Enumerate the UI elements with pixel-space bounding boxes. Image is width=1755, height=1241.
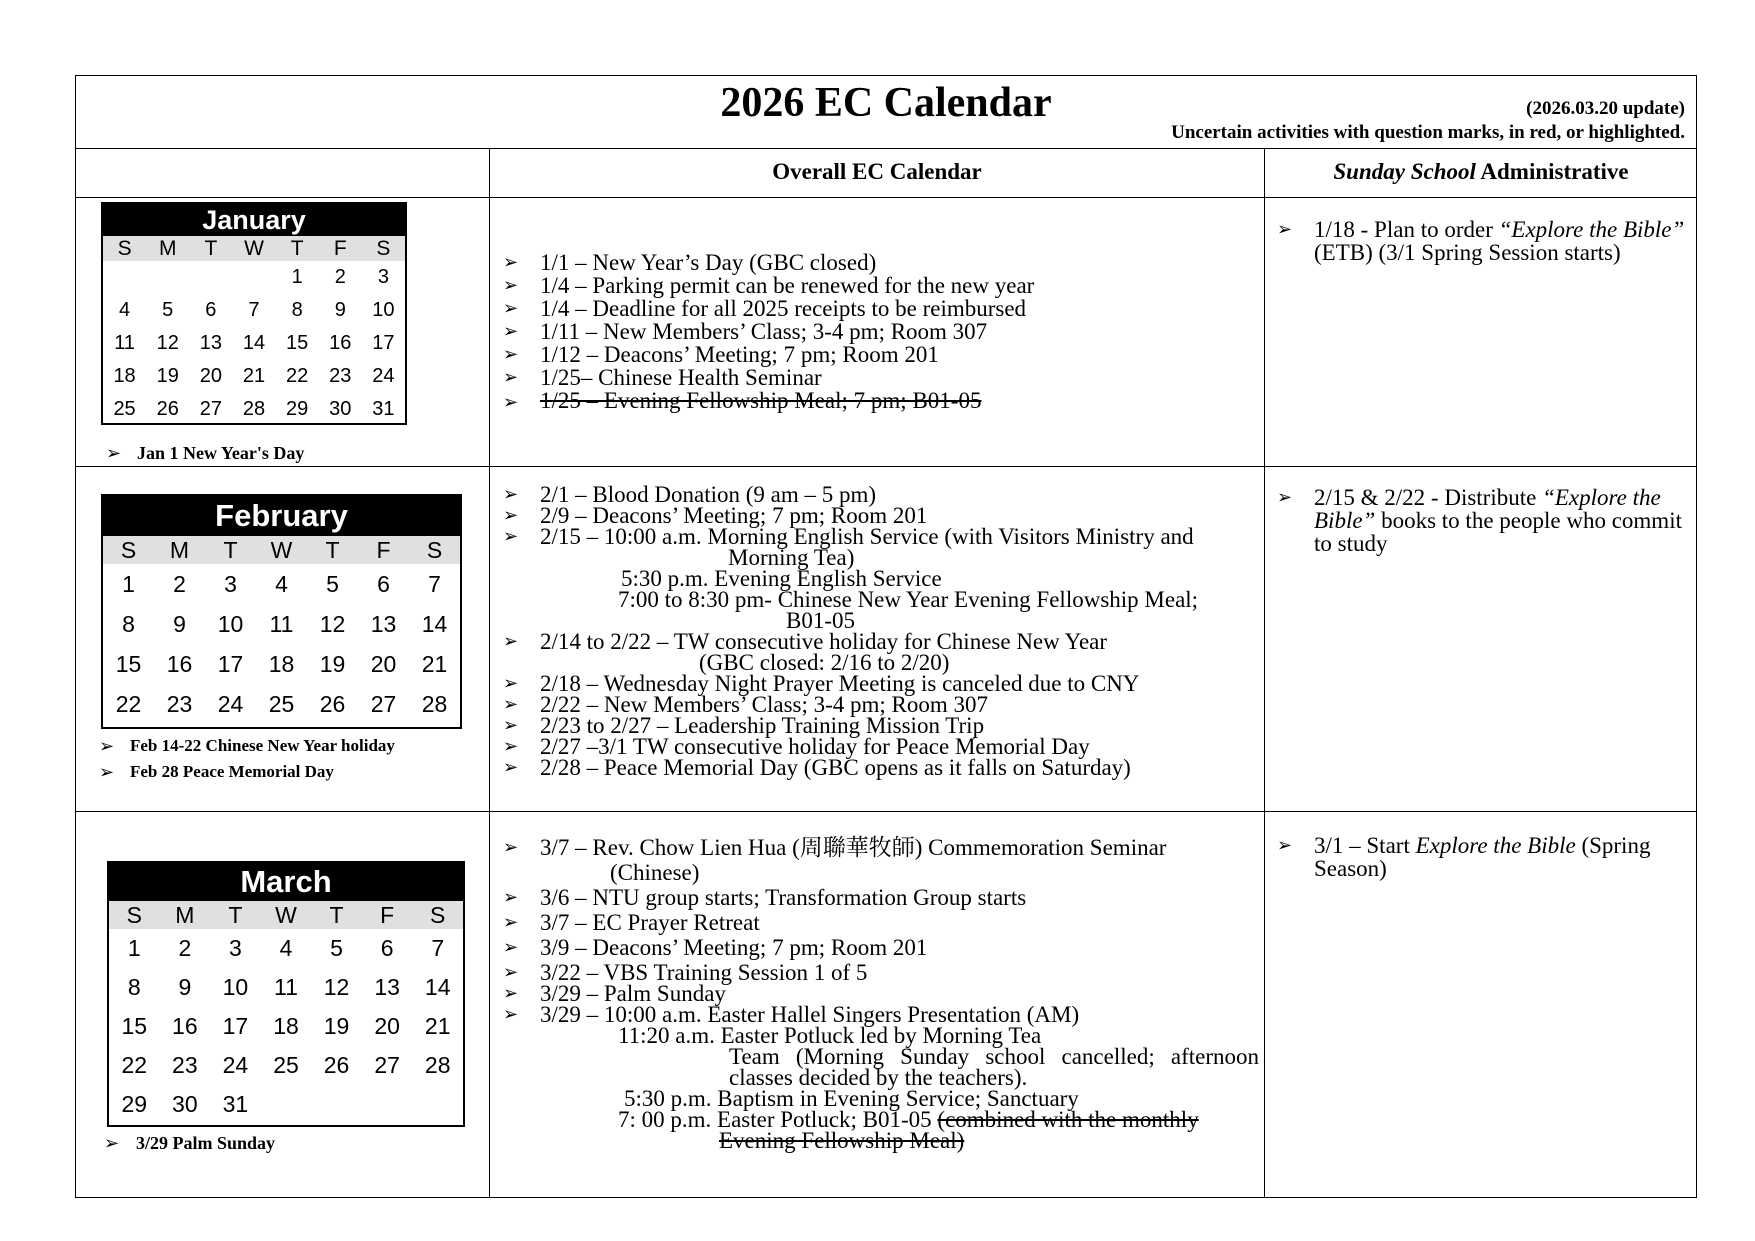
weekday-label: S (120, 536, 137, 563)
day-grid (109, 929, 463, 1124)
calendar-day: 25 (268, 690, 295, 717)
calendar-day: 26 (156, 398, 179, 420)
calendar-day: 14 (424, 974, 451, 1000)
weekday-label: F (380, 901, 395, 928)
calendar-day: 26 (319, 690, 346, 717)
col-divider (489, 148, 490, 1198)
event-item: ➢ 2/27 –3/1 TW consecutive holiday for Peace Memorial Day (503, 734, 1090, 759)
calendar-day: 9 (173, 610, 186, 637)
calendar-day: 16 (329, 332, 352, 354)
event-item: ➢ 2/18 – Wednesday Night Prayer Meeting is canceled due to CNY (503, 671, 1140, 696)
calendar-day: 19 (319, 650, 346, 677)
calendar-day: 20 (199, 365, 222, 387)
event-continuation: Morning Tea) (728, 545, 855, 570)
event-continuation: 7: 00 p.m. Easter Potluck; B01-05 (combined with the monthly (618, 1107, 1199, 1132)
calendar-day: 2 (178, 935, 192, 961)
event-item: ➢ 3/29 – 10:00 a.m. Easter Hallel Singers Presentation (AM) (503, 1002, 1080, 1027)
calendar-day: 1 (127, 935, 141, 961)
col-divider (1264, 148, 1265, 1198)
calendar-day: 25 (113, 398, 136, 420)
event-item: ➢ 1/25– Chinese Health Seminar (503, 365, 822, 390)
calendar-day: 15 (115, 650, 142, 677)
calendar-day: 11 (274, 974, 298, 1000)
event-item: ➢ 2/14 to 2/22 – TW consecutive holiday for Chinese New Year (503, 629, 1108, 654)
weekday-label: M (175, 901, 195, 928)
march-mini-calendar (107, 861, 465, 1127)
weekday-label: F (333, 236, 347, 260)
calendar-day: 16 (172, 1013, 198, 1039)
event-continuation: 5:30 p.m. Evening English Service (621, 566, 942, 591)
weekday-label: T (228, 901, 243, 928)
weekday-label: W (275, 901, 297, 928)
month-name: February (103, 496, 460, 536)
february-events (503, 484, 1198, 778)
calendar-day: 3 (377, 266, 389, 288)
calendar-day: 21 (242, 365, 266, 387)
calendar-day: 28 (242, 398, 266, 420)
calendar-day: 29 (121, 1091, 148, 1117)
calendar-day: 17 (217, 650, 244, 677)
calendar-day: 11 (269, 610, 294, 637)
calendar-day: 3 (224, 570, 237, 597)
calendar-day: 21 (424, 1013, 451, 1039)
weekday-label: T (204, 236, 218, 260)
calendar-day: 26 (323, 1052, 350, 1078)
calendar-day: 18 (273, 1013, 299, 1039)
month-name: March (109, 863, 463, 901)
calendar-day: 10 (222, 974, 249, 1000)
weekday-label: M (158, 236, 177, 260)
calendar-day: 29 (286, 398, 309, 420)
event-item: ➢ 2/28 – Peace Memorial Day (GBC opens as it falls on Saturday) (503, 755, 1131, 780)
event-item: ➢ 1/11 – New Members’ Class; 3-4 pm; Room 307 (503, 319, 988, 344)
calendar-day: 11 (114, 332, 135, 354)
february-mini-calendar (101, 494, 462, 729)
calendar-day: 6 (380, 935, 394, 961)
event-item: ➢ 3/22 – VBS Training Session 1 of 5 (503, 960, 868, 985)
calendar-day: 8 (291, 299, 303, 321)
calendar-day: 12 (323, 974, 350, 1000)
calendar-day: 12 (319, 610, 346, 637)
event-item-cancelled: ➢ 1/25 – Evening Fellowship Meal; 7 pm; B01-05 (503, 388, 982, 413)
calendar-day: 14 (421, 610, 448, 637)
calendar-day: 5 (326, 570, 339, 597)
overall-column-header: Overall EC Calendar (772, 159, 982, 184)
weekday-label: S (376, 236, 391, 260)
calendar-day: 7 (428, 570, 441, 597)
sunday-school-item: ➢ 2/15 & 2/22 - Distribute “Explore the Bible” books to the people who commit to study (1277, 485, 1682, 556)
weekday-label: S (426, 536, 443, 563)
sunday-school-item: ➢ 3/1 – Start Explore the Bible (Spring Season) (1277, 833, 1651, 881)
calendar-day: 4 (119, 299, 131, 321)
event-item: ➢ 2/22 – New Members’ Class; 3-4 pm; Room 307 (503, 692, 989, 717)
calendar-day (232, 261, 275, 294)
row-divider (76, 466, 1696, 467)
calendar-day: 15 (121, 1013, 148, 1039)
weekday-label: S (126, 901, 142, 928)
calendar-day: 20 (374, 1013, 400, 1039)
calendar-day: 1 (122, 570, 135, 597)
row-divider (76, 197, 1696, 198)
event-continuation: classes decided by the teachers). (729, 1065, 1028, 1090)
calendar-day: 25 (273, 1052, 299, 1078)
weekday-header (103, 236, 405, 261)
month-name: January (103, 204, 405, 236)
sunday-school-jan (1277, 218, 1687, 264)
day-grid (103, 564, 460, 724)
calendar-day: 4 (275, 570, 288, 597)
event-item: ➢ 1/12 – Deacons’ Meeting; 7 pm; Room 201 (503, 342, 939, 367)
calendar-day: 24 (222, 1052, 249, 1078)
weekday-label: T (329, 901, 344, 928)
calendar-day: 20 (370, 650, 397, 677)
calendar-day: 28 (421, 690, 448, 717)
weekday-header (103, 536, 460, 564)
event-item: ➢ 3/6 – NTU group starts; Transformation Group starts (503, 885, 1027, 910)
event-continuation: 5:30 p.m. Baptism in Evening Service; Sanctuary (624, 1086, 1079, 1111)
calendar-day: 16 (166, 650, 193, 677)
event-item: ➢ 2/23 to 2/27 – Leadership Training Mission Trip (503, 713, 985, 738)
calendar-day: 8 (122, 610, 135, 637)
calendar-day: 14 (242, 332, 266, 354)
calendar-day: 18 (113, 365, 136, 387)
calendar-day: 9 (178, 974, 192, 1000)
calendar-day: 24 (217, 690, 244, 717)
calendar-day: 10 (217, 610, 244, 637)
day-grid (103, 261, 405, 426)
calendar-day: 24 (372, 365, 395, 387)
page-title: 2026 EC Calendar (720, 80, 1052, 126)
calendar-day: 6 (205, 299, 217, 321)
row-divider (76, 811, 1696, 812)
uncertain-note: Uncertain activities with question marks, in red, or highlighted. (1171, 122, 1685, 143)
calendar-day: 3 (229, 935, 242, 961)
weekday-label: T (325, 536, 340, 563)
event-continuation: (Chinese) (610, 860, 700, 885)
holiday-item: ➢ Jan 1 New Year's Day (106, 443, 305, 464)
weekday-label: T (223, 536, 238, 563)
calendar-day: 9 (334, 299, 346, 321)
calendar-day: 6 (377, 570, 390, 597)
calendar-day: 30 (329, 398, 352, 420)
event-item: ➢ 3/29 – Palm Sunday (503, 981, 726, 1006)
calendar-day: 8 (127, 974, 141, 1000)
event-item: ➢ 3/7 – Rev. Chow Lien Hua (周聯華牧師) Commemoration Seminar (503, 835, 1167, 860)
calendar-day: 28 (424, 1052, 451, 1078)
event-continuation: 11:20 a.m. Easter Potluck led by Morning Tea (618, 1023, 1042, 1048)
calendar-day: 27 (370, 690, 397, 717)
calendar-day: 7 (248, 299, 260, 321)
calendar-day: 21 (421, 650, 448, 677)
calendar-day: 10 (372, 299, 395, 321)
event-item: ➢ 2/1 – Blood Donation (9 am – 5 pm) (503, 482, 877, 507)
calendar-day: 13 (370, 610, 397, 637)
event-item: ➢ 2/15 – 10:00 a.m. Morning English Service (with Visitors Ministry and (503, 524, 1194, 549)
event-continuation: B01-05 (786, 608, 855, 633)
holiday-item: ➢ Feb 28 Peace Memorial Day (99, 762, 334, 783)
calendar-day: 2 (173, 570, 186, 597)
event-continuation: (GBC closed: 2/16 to 2/20) (699, 650, 950, 675)
holiday-item: ➢ 3/29 Palm Sunday (104, 1133, 276, 1154)
row-divider (76, 148, 1696, 149)
sunday-school-column-header: Sunday School Administrative (1333, 159, 1629, 184)
calendar-day: 4 (279, 935, 293, 961)
weekday-label: S (430, 901, 446, 928)
calendar-day: 1 (291, 266, 303, 288)
calendar-day: 17 (222, 1013, 249, 1039)
event-continuation-cancelled: Evening Fellowship Meal) (719, 1128, 965, 1153)
sunday-school-item: ➢ 1/18 - Plan to order “Explore the Bible” (ETB) (3/1 Spring Session starts) (1277, 217, 1685, 265)
calendar-day: 27 (199, 398, 222, 420)
calendar-day: 5 (162, 299, 174, 321)
weekday-label: S (117, 236, 132, 260)
event-item: ➢ 3/9 – Deacons’ Meeting; 7 pm; Room 201 (503, 935, 928, 960)
weekday-header (109, 901, 463, 929)
calendar-day (189, 261, 232, 294)
calendar-day: 13 (199, 332, 222, 354)
calendar-day: 5 (330, 935, 343, 961)
event-item: ➢ 1/4 – Parking permit can be renewed for the new year (503, 273, 1035, 298)
event-continuation: Team (Morning Sunday school cancelled; afternoon (729, 1044, 1259, 1069)
calendar-day: 17 (372, 332, 395, 354)
calendar-day (146, 261, 189, 294)
event-continuation: 7:00 to 8:30 pm- Chinese New Year Evening Fellowship Meal; (618, 587, 1199, 612)
calendar-day: 19 (156, 365, 179, 387)
weekday-label: F (376, 536, 391, 563)
calendar-day: 23 (172, 1052, 198, 1078)
january-mini-calendar (101, 202, 407, 425)
weekday-label: T (290, 236, 304, 260)
calendar-day: 22 (121, 1052, 148, 1078)
calendar-day: 31 (222, 1091, 249, 1117)
calendar-day: 18 (268, 650, 295, 677)
calendar-day: 27 (374, 1052, 400, 1078)
calendar-day: 23 (329, 365, 352, 387)
event-item: ➢ 3/7 – EC Prayer Retreat (503, 910, 760, 935)
calendar-day: 15 (286, 332, 309, 354)
calendar-day: 19 (323, 1013, 350, 1039)
sunday-school-feb (1277, 486, 1697, 555)
holiday-item: ➢ Feb 14-22 Chinese New Year holiday (99, 736, 395, 757)
march-events (503, 837, 1259, 1151)
calendar-day: 13 (374, 974, 400, 1000)
calendar-table (75, 75, 1697, 1198)
weekday-label: W (244, 236, 264, 260)
calendar-day: 7 (431, 935, 445, 961)
calendar-day: 22 (286, 365, 309, 387)
weekday-label: W (270, 536, 293, 563)
event-item: ➢ 1/4 – Deadline for all 2025 receipts to be reimbursed (503, 296, 1027, 321)
calendar-day: 23 (166, 690, 193, 717)
calendar-day: 12 (156, 332, 179, 354)
event-item: ➢ 2/9 – Deacons’ Meeting; 7 pm; Room 201 (503, 503, 928, 528)
calendar-day: 30 (172, 1091, 198, 1117)
calendar-day: 31 (372, 398, 395, 420)
sunday-school-mar (1277, 834, 1687, 880)
event-item: ➢ 1/1 – New Year’s Day (GBC closed) (503, 250, 877, 275)
calendar-day (103, 261, 146, 294)
calendar-day: 22 (115, 690, 142, 717)
weekday-label: M (169, 536, 190, 563)
january-events (503, 251, 1034, 414)
calendar-day: 2 (334, 266, 346, 288)
update-date: (2026.03.20 update) (1526, 98, 1685, 119)
